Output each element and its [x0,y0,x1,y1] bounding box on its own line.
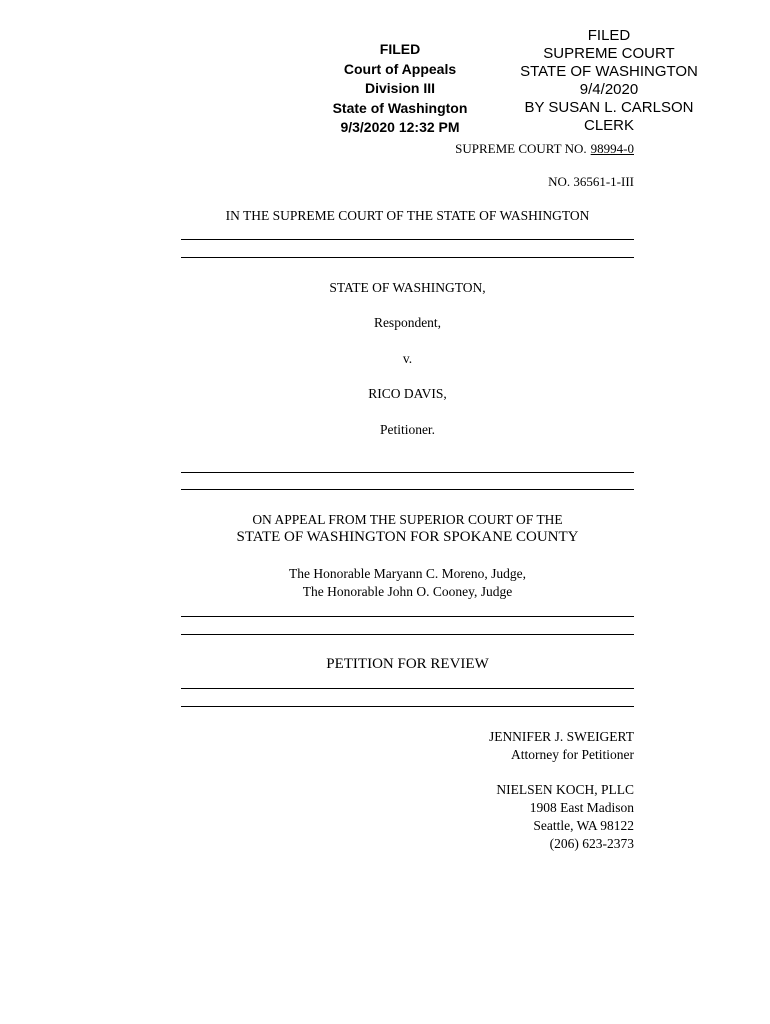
stamp-line: STATE OF WASHINGTON [520,63,698,80]
attorney-block [489,728,634,764]
divider-line [181,634,634,635]
supreme-court-number-value: 98994-0 [590,141,634,156]
judge-1: The Honorable Maryann C. Moreno, Judge, [289,566,526,581]
stamp-line: Division III [364,80,435,96]
firm-name: NIELSEN KOCH, PLLC [496,782,634,797]
respondent-name: STATE OF WASHINGTON, [329,280,486,295]
divider-line [181,257,634,258]
appeals-case-number: NO. 36561-1-III [548,174,634,189]
stamp-line: FILED [379,41,421,57]
firm-city: Seattle, WA 98122 [533,818,634,833]
stamp-line: FILED [587,27,631,44]
stamp-line: Court of Appeals [343,60,457,77]
divider-line [181,616,634,617]
document-title: PETITION FOR REVIEW [326,656,489,672]
judge-2: The Honorable John O. Cooney, Judge [302,584,513,599]
attorney-role: Attorney for Petitioner [511,747,634,762]
firm-address-block [496,781,634,853]
divider-line [181,472,634,473]
stamp-line: BY SUSAN L. CARLSON [524,99,694,116]
divider-line [181,239,634,240]
divider-line [181,489,634,490]
attorney-name: JENNIFER J. SWEIGERT [488,729,634,744]
appeal-line-2: STATE OF WASHINGTON FOR SPOKANE COUNTY [236,529,579,545]
stamp-line: 9/4/2020 [579,81,639,98]
divider-line [181,688,634,689]
supreme-court-number [455,141,634,157]
divider-line [181,706,634,707]
court-of-appeals-filing-stamp [320,40,480,138]
stamp-line: State of Washington [332,99,468,116]
appeal-line-1: ON APPEAL FROM THE SUPERIOR COURT OF THE [252,512,563,527]
petitioner-name: RICO DAVIS, [368,386,447,401]
petitioner-role: Petitioner. [379,422,436,437]
stamp-line: 9/3/2020 12:32 PM [340,119,460,135]
respondent-role: Respondent, [373,315,442,330]
stamp-line: SUPREME COURT [543,45,675,62]
supreme-court-filing-stamp [505,27,713,135]
firm-street: 1908 East Madison [529,800,634,815]
stamp-line: CLERK [583,117,635,134]
firm-phone: (206) 623-2373 [549,836,634,851]
versus: v. [402,351,413,366]
supreme-court-number-label: SUPREME COURT NO. [455,141,587,156]
court-heading: IN THE SUPREME COURT OF THE STATE OF WASHINGTON [225,208,590,223]
